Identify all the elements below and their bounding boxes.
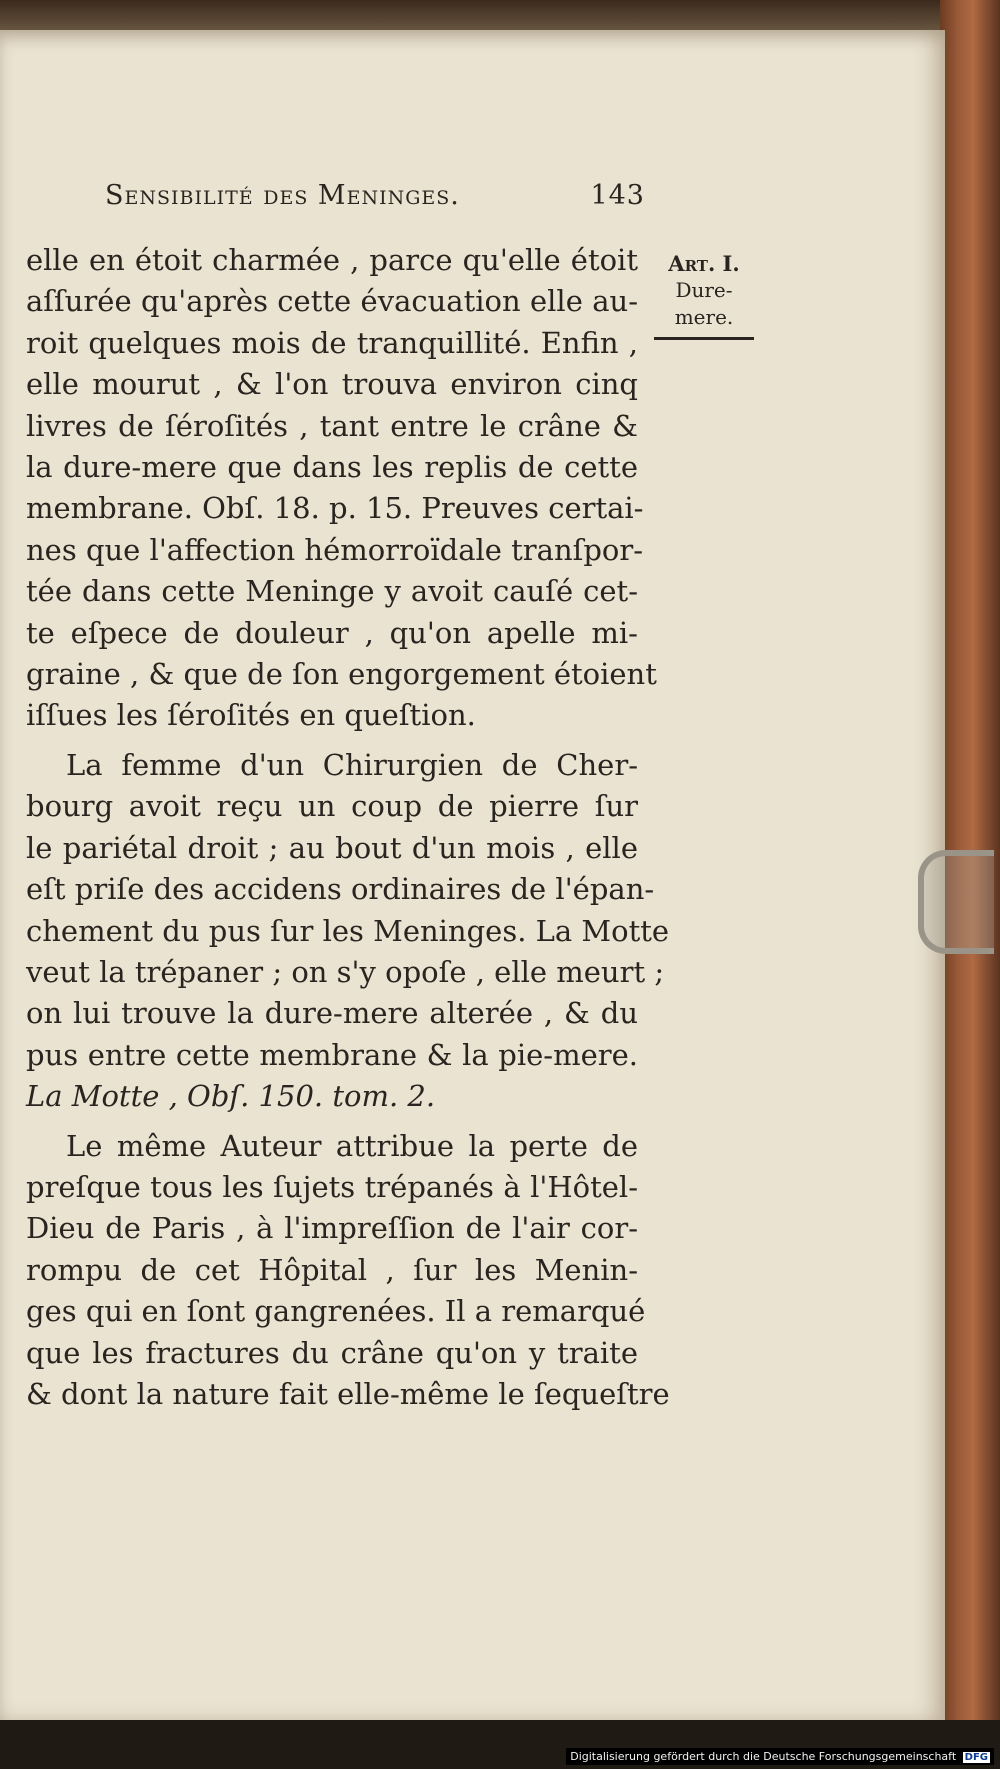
citation-line: La Motte , Obſ. 150. tom. 2. [26, 1079, 436, 1114]
text-line: livres de ſéroſités , tant entre le crâne & [26, 408, 638, 443]
body-text [26, 240, 670, 1415]
page-number: 143 [590, 180, 645, 211]
margin-note [648, 250, 760, 340]
text-line: roit quelques mois de tranquillité. Enfin , [26, 325, 638, 360]
text-line: la dure-mere que dans les replis de cette [26, 450, 638, 485]
text-line: Dieu de Paris , à l'impreſſion de l'air cor- [26, 1211, 638, 1246]
text-line: Le même Auteur attribue la perte de [66, 1128, 638, 1163]
text-line: graine , & que de ſon engorgement étoient [26, 657, 657, 692]
text-line: on lui trouve la dure-mere alterée , & du [26, 996, 638, 1031]
text-line: te eſpece de douleur , qu'on apelle mi- [26, 615, 638, 650]
text-line: La femme d'un Chirurgien de Cher- [66, 747, 638, 782]
text-line: que les fractures du crâne qu'on y traite [26, 1335, 638, 1370]
paragraph-2 [26, 745, 670, 1118]
book-clip [918, 850, 994, 954]
text-line: ges qui en ſont gangrenées. Il a remarqué [26, 1294, 646, 1329]
paragraph-1 [26, 240, 657, 737]
running-title: Sensibilité des Meninges. [105, 180, 460, 211]
text-line: aſſurée qu'après cette évacuation elle au- [26, 284, 638, 319]
digitization-credit [566, 1748, 994, 1765]
margin-rule [654, 337, 754, 340]
scan-footer [0, 1720, 1000, 1769]
margin-article: Art. I. [668, 251, 740, 276]
text-line: veut la trépaner ; on s'y opoſe , elle meurt ; [26, 954, 665, 989]
credit-text: Digitalisierung gefördert durch die Deutsche Forschungsgemeinschaft [570, 1750, 957, 1763]
text-line: & dont la nature fait elle-même le ſequeſtre [26, 1376, 670, 1411]
text-line: eſt priſe des accidens ordinaires de l'épan- [26, 872, 655, 907]
text-line: nes que l'affection hémorroïdale tranſpor- [26, 532, 644, 567]
text-line: le pariétal droit ; au bout d'un mois , elle [26, 830, 638, 865]
text-line: tée dans cette Meninge y avoit cauſé cet- [26, 574, 638, 609]
text-line: preſque tous les ſujets trépanés à l'Hôtel- [26, 1169, 638, 1204]
text-line: pus entre cette membrane & la pie-mere. [26, 1037, 638, 1072]
text-line: elle en étoit charmée , parce qu'elle étoit [26, 243, 638, 277]
running-header [105, 180, 645, 211]
paragraph-3 [26, 1126, 670, 1416]
text-line: bourg avoit reçu un coup de pierre ſur [26, 789, 638, 824]
text-line: iſſues les ſéroſités en queſtion. [26, 698, 476, 733]
dfg-logo: DFG [964, 1752, 988, 1763]
text-line: chement du pus ſur les Meninges. La Motte [26, 913, 670, 948]
margin-subject: Dure-mere. [674, 278, 734, 329]
book-top-edge [0, 0, 1000, 34]
text-line: membrane. Obſ. 18. p. 15. Preuves certai- [26, 491, 644, 526]
text-line: elle mourut , & l'on trouva environ cinq [26, 367, 638, 402]
text-line: rompu de cet Hôpital , ſur les Menin- [26, 1252, 638, 1287]
